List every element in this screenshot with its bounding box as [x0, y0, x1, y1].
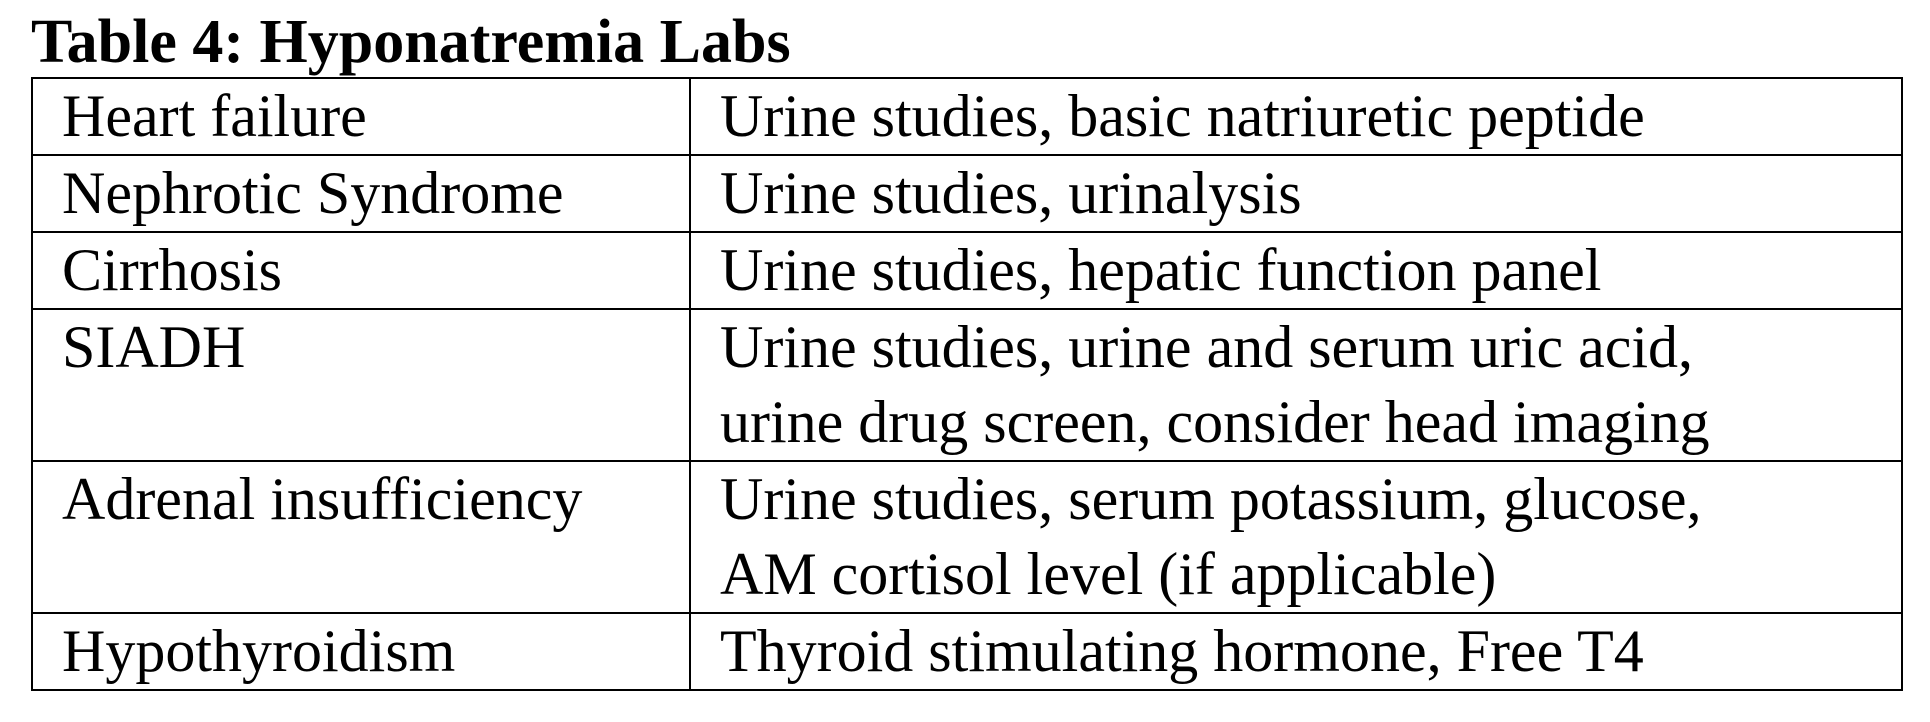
condition-cell: SIADH	[32, 309, 690, 461]
table-row	[32, 78, 1902, 155]
labs-cell	[690, 232, 1902, 309]
table-row	[32, 461, 1902, 613]
table-row	[32, 613, 1902, 690]
labs-cell	[690, 309, 1902, 461]
table-row	[32, 155, 1902, 232]
table-row	[32, 309, 1902, 461]
labs-line: urine drug screen, consider head imaging	[720, 389, 1710, 455]
labs-line: Urine studies, serum potassium, glucose,	[720, 466, 1702, 532]
labs-line: AM cortisol level (if applicable)	[720, 541, 1497, 607]
condition-cell: Adrenal insufficiency	[32, 461, 690, 613]
labs-cell	[690, 461, 1902, 613]
condition-cell: Heart failure	[32, 78, 690, 155]
condition-cell: Hypothyroidism	[32, 613, 690, 690]
labs-line: Urine studies, basic natriuretic peptide	[720, 83, 1645, 149]
labs-line: Thyroid stimulating hormone, Free T4	[720, 618, 1644, 684]
labs-line: Urine studies, hepatic function panel	[720, 237, 1602, 303]
labs-line: Urine studies, urinalysis	[720, 160, 1302, 226]
table-caption: Table 4: Hyponatremia Labs	[31, 8, 791, 76]
table-row	[32, 232, 1902, 309]
labs-cell	[690, 613, 1902, 690]
condition-cell: Nephrotic Syndrome	[32, 155, 690, 232]
hyponatremia-labs-table	[31, 77, 1903, 691]
labs-cell	[690, 155, 1902, 232]
labs-line: Urine studies, urine and serum uric acid,	[720, 314, 1694, 380]
labs-cell	[690, 78, 1902, 155]
condition-cell: Cirrhosis	[32, 232, 690, 309]
